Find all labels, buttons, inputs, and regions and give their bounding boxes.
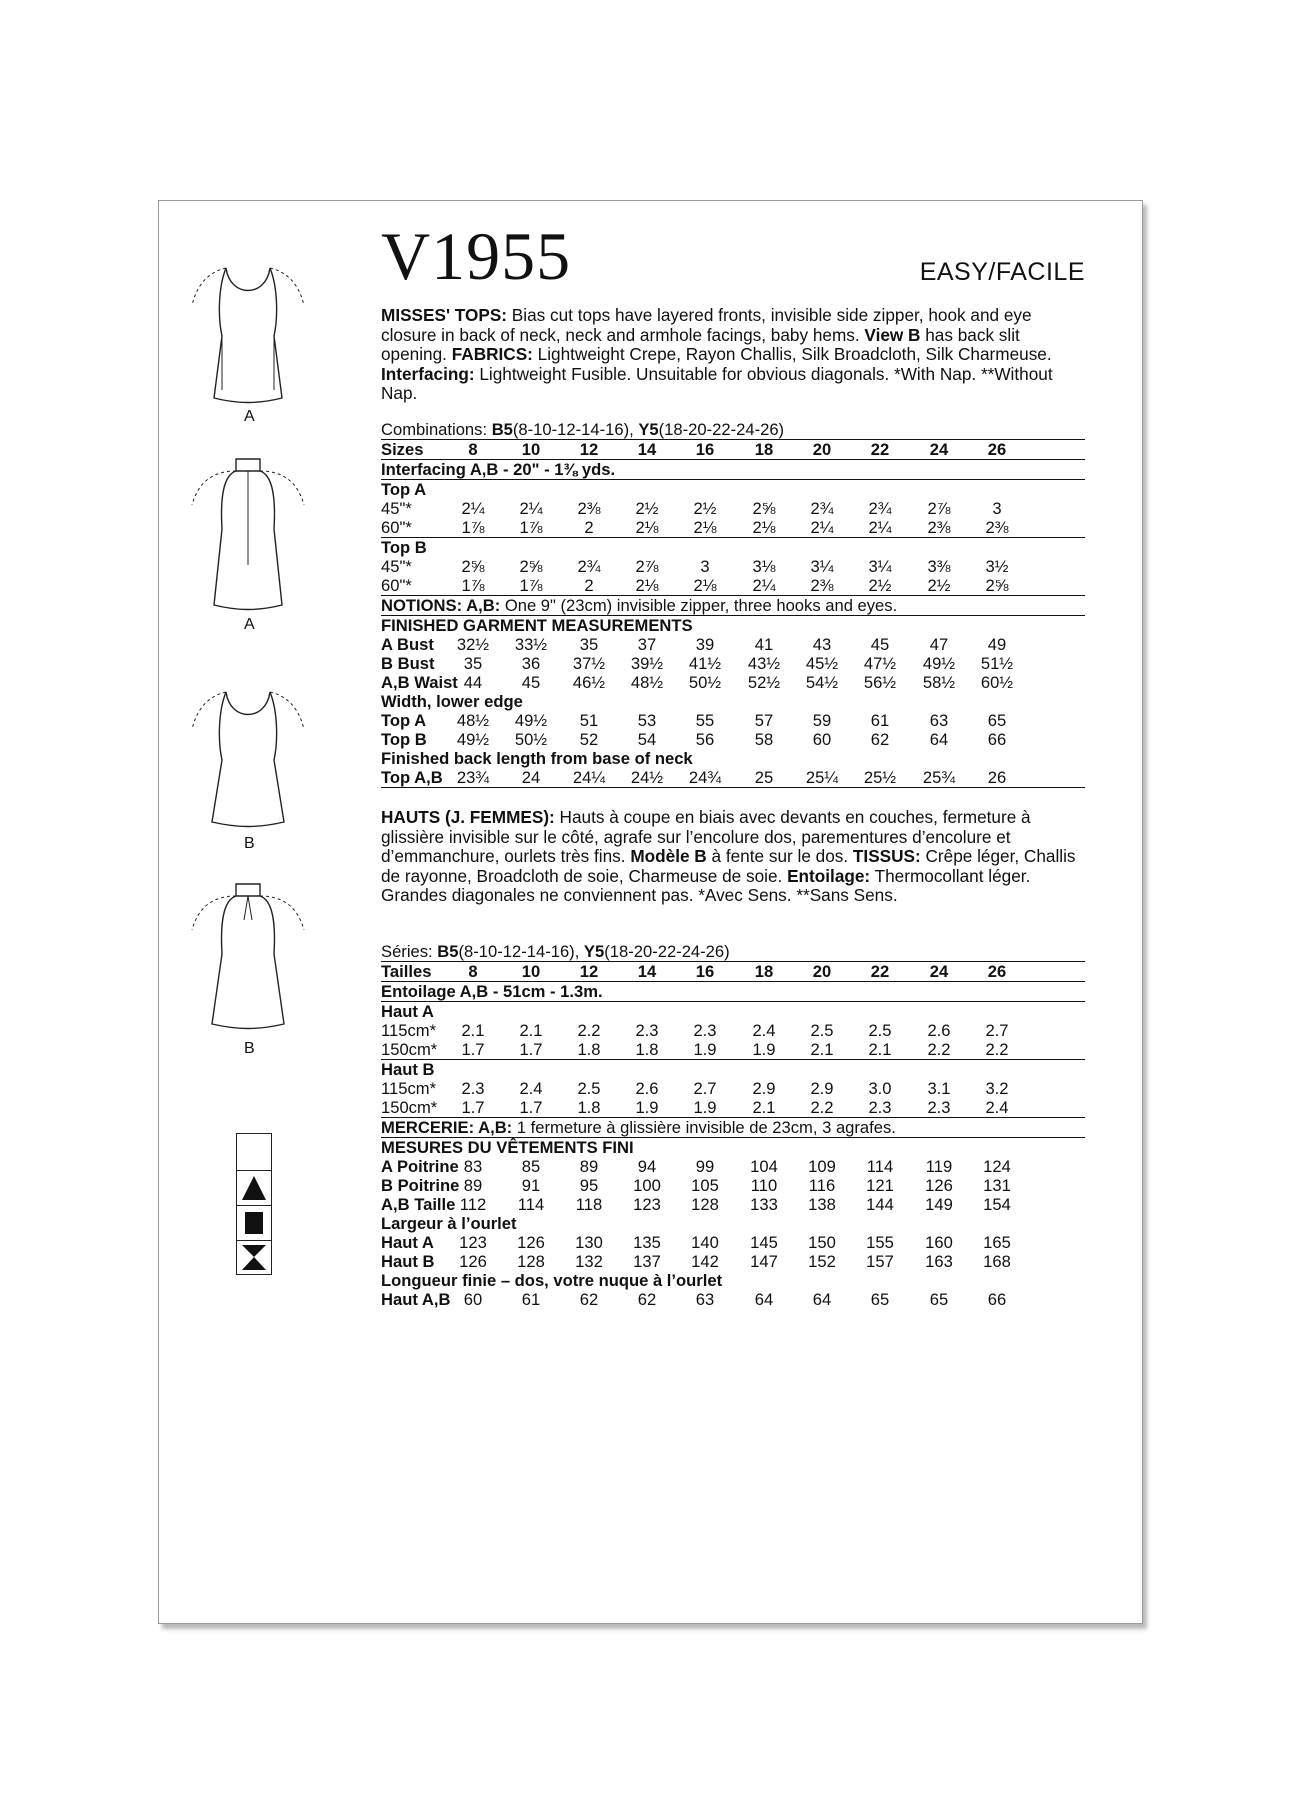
size-value-cell: 121 — [866, 1176, 894, 1195]
size-value-cell: 2½ — [927, 576, 951, 595]
hourglass-icon — [237, 1241, 271, 1274]
size-value-cell: 1.7 — [519, 1098, 543, 1117]
size-value-cell: 1.7 — [461, 1040, 485, 1059]
row-label: A,B Taille — [381, 1195, 456, 1214]
size-value-cell: 10 — [521, 962, 541, 981]
interfacing-row: Entoilage A,B - 51cm - 1.3m. — [381, 982, 603, 1001]
size-value-cell: 1.9 — [693, 1040, 717, 1059]
size-value-cell: 22 — [870, 962, 890, 981]
row-label: A,B Waist — [381, 673, 458, 692]
size-value-cell: 2.5 — [868, 1021, 892, 1040]
size-value-cell: 37½ — [572, 654, 606, 673]
row-label: Haut A,B — [381, 1290, 451, 1309]
size-value-cell: 2½ — [635, 499, 659, 518]
size-value-cell: 1.9 — [752, 1040, 776, 1059]
size-value-cell: 91 — [521, 1176, 541, 1195]
size-value-cell: 25½ — [863, 768, 897, 787]
size-value-cell: 65 — [870, 1290, 890, 1309]
size-value-cell: 47½ — [863, 654, 897, 673]
size-value-cell: 2¼ — [752, 576, 776, 595]
size-value-cell: 49½ — [456, 730, 490, 749]
size-value-cell: 2.1 — [868, 1040, 892, 1059]
size-value-cell: 3¼ — [868, 557, 892, 576]
size-legend-box — [236, 1133, 272, 1275]
size-value-cell: 61 — [521, 1290, 541, 1309]
size-value-cell: 104 — [750, 1157, 778, 1176]
size-value-cell: 131 — [983, 1176, 1011, 1195]
row-label: 150cm* — [381, 1098, 438, 1117]
size-value-cell: 25 — [754, 768, 774, 787]
size-value-cell: 3.2 — [985, 1079, 1009, 1098]
section-title: MESURES DU VÊTEMENTS FINI — [381, 1138, 634, 1157]
size-value-cell: 2⅛ — [693, 518, 717, 537]
size-value-cell: 149 — [925, 1195, 953, 1214]
size-value-cell: 2.2 — [810, 1098, 834, 1117]
size-value-cell: 2 — [584, 576, 594, 595]
top-b-front-sketch — [188, 682, 308, 832]
size-value-cell: 2⅞ — [927, 499, 951, 518]
measurement-row — [381, 518, 1085, 537]
size-value-cell: 168 — [983, 1252, 1011, 1271]
size-value-cell: 2.4 — [752, 1021, 776, 1040]
size-value-cell: 133 — [750, 1195, 778, 1214]
size-value-cell: 128 — [691, 1195, 719, 1214]
size-value-cell: 152 — [808, 1252, 836, 1271]
size-value-cell: 50½ — [514, 730, 548, 749]
combinations-line: Combinations: B5(8-10-12-14-16), Y5(18-20-22-24-26) — [381, 420, 785, 439]
french-description: HAUTS (J. FEMMES): Hauts à coupe en biais avec devants en couches, fermeture à glissière invisible sur le côté, agrafe sur l’encolure dos, parementures d’encolure et d’emmanchure, ourlets très fins. Modèle B à fente sur le dos. TISSUS: Crêpe léger, Challis de rayonne, Broadcloth de soie, Charmeuse de soie. Entoilage: Thermocollant léger. Grandes diagonales ne conviennent pas. *Avec Sens. **Sans Sens. — [381, 807, 1076, 905]
size-value-cell: 45½ — [805, 654, 839, 673]
size-value-cell: 62 — [870, 730, 890, 749]
size-value-cell: 2.5 — [810, 1021, 834, 1040]
measurement-row — [381, 1176, 1085, 1195]
size-value-cell: 65 — [929, 1290, 949, 1309]
size-value-cell: 53 — [637, 711, 657, 730]
row-label: B Bust — [381, 654, 435, 673]
size-value-cell: 35 — [579, 635, 599, 654]
size-value-cell: 33½ — [514, 635, 548, 654]
sketch-label: B — [244, 1040, 255, 1057]
measurement-row — [381, 499, 1085, 518]
measurement-row — [381, 635, 1085, 654]
size-value-cell: 110 — [750, 1176, 778, 1195]
row-label: 115cm* — [381, 1021, 437, 1040]
size-value-cell: 112 — [459, 1195, 487, 1214]
size-value-cell: 26 — [987, 768, 1007, 787]
size-value-cell: 62 — [579, 1290, 599, 1309]
size-value-cell: 116 — [808, 1176, 836, 1195]
size-value-cell: 2½ — [693, 499, 717, 518]
size-value-cell: 39 — [695, 635, 715, 654]
size-value-cell: 32½ — [456, 635, 490, 654]
size-value-cell: 63 — [695, 1290, 715, 1309]
size-value-cell: 2.7 — [985, 1021, 1009, 1040]
measurement-row — [381, 654, 1085, 673]
size-value-cell: 2.9 — [752, 1079, 776, 1098]
size-value-cell: 18 — [754, 440, 774, 459]
size-value-cell: 63 — [929, 711, 949, 730]
size-value-cell: 140 — [691, 1233, 719, 1252]
row-label: 45"* — [381, 499, 412, 518]
size-value-cell: 2.4 — [985, 1098, 1009, 1117]
size-value-cell: 12 — [579, 440, 599, 459]
sketch-label: A — [244, 616, 255, 633]
size-value-cell: 43 — [812, 635, 832, 654]
size-value-cell: 60½ — [980, 673, 1014, 692]
size-value-cell: 51 — [579, 711, 599, 730]
row-label: 115cm* — [381, 1079, 437, 1098]
row-label: 150cm* — [381, 1040, 438, 1059]
size-value-cell: 2⅛ — [635, 518, 659, 537]
size-value-cell: 2.1 — [810, 1040, 834, 1059]
size-value-cell: 105 — [691, 1176, 719, 1195]
measurement-row — [381, 1157, 1085, 1176]
size-value-cell: 26 — [987, 440, 1007, 459]
size-value-cell: 83 — [463, 1157, 483, 1176]
size-value-cell: 35 — [463, 654, 483, 673]
section-title: Longueur finie – dos, votre nuque à l’ourlet — [381, 1271, 723, 1290]
square-icon — [237, 1206, 271, 1241]
size-value-cell: 49 — [987, 635, 1007, 654]
size-value-cell: 47 — [929, 635, 949, 654]
size-value-cell: 1.8 — [577, 1040, 601, 1059]
size-value-cell: 157 — [866, 1252, 894, 1271]
size-value-cell: 135 — [633, 1233, 661, 1252]
size-value-cell: 56 — [695, 730, 715, 749]
size-value-cell: 1⅞ — [461, 518, 485, 537]
size-value-cell: 48½ — [630, 673, 664, 692]
size-value-cell: 24¼ — [572, 768, 606, 787]
size-value-cell: 109 — [808, 1157, 836, 1176]
size-value-cell: 89 — [463, 1176, 483, 1195]
size-value-cell: 16 — [695, 440, 715, 459]
size-value-cell: 2.9 — [810, 1079, 834, 1098]
size-value-cell: 126 — [925, 1176, 953, 1195]
series-line: Séries: B5(8-10-12-14-16), Y5(18-20-22-24-26) — [381, 942, 730, 961]
size-value-cell: 1.9 — [635, 1098, 659, 1117]
view-label: Top B — [381, 538, 427, 557]
measurement-row — [381, 1195, 1085, 1214]
view-label: Haut A — [381, 1002, 434, 1021]
size-value-cell: 64 — [812, 1290, 832, 1309]
size-value-cell: 20 — [812, 440, 832, 459]
notions-row: NOTIONS: A,B: One 9" (23cm) invisible zipper, three hooks and eyes. — [381, 596, 898, 615]
size-value-cell: 123 — [633, 1195, 661, 1214]
measurement-row — [381, 1040, 1085, 1059]
size-value-cell: 118 — [575, 1195, 603, 1214]
size-value-cell: 138 — [808, 1195, 836, 1214]
size-value-cell: 2.2 — [927, 1040, 951, 1059]
size-value-cell: 2¼ — [519, 499, 543, 518]
size-value-cell: 24 — [929, 440, 949, 459]
measurement-row — [381, 576, 1085, 595]
size-value-cell: 144 — [866, 1195, 894, 1214]
size-value-cell: 43½ — [747, 654, 781, 673]
size-value-cell: 39½ — [630, 654, 664, 673]
row-label: 60"* — [381, 576, 412, 595]
size-value-cell: 8 — [468, 962, 478, 981]
size-value-cell: 18 — [754, 962, 774, 981]
size-value-cell: 2.3 — [461, 1079, 485, 1098]
size-value-cell: 60 — [812, 730, 832, 749]
size-value-cell: 95 — [579, 1176, 599, 1195]
size-value-cell: 66 — [987, 730, 1007, 749]
size-value-cell: 2½ — [868, 576, 892, 595]
size-value-cell: 2.3 — [635, 1021, 659, 1040]
size-value-cell: 22 — [870, 440, 890, 459]
view-label: Top A — [381, 480, 427, 499]
size-value-cell: 142 — [691, 1252, 719, 1271]
size-value-cell: 1.8 — [577, 1098, 601, 1117]
size-value-cell: 99 — [695, 1157, 715, 1176]
measurement-row — [381, 1021, 1085, 1040]
size-value-cell: 2.1 — [752, 1098, 776, 1117]
size-value-cell: 2.3 — [868, 1098, 892, 1117]
size-value-cell: 2 — [584, 518, 594, 537]
size-value-cell: 54 — [637, 730, 657, 749]
pattern-number: V1955 — [381, 218, 572, 294]
size-value-cell: 41½ — [688, 654, 722, 673]
size-value-cell: 132 — [575, 1252, 603, 1271]
size-value-cell: 2¼ — [868, 518, 892, 537]
size-value-cell: 2.7 — [693, 1079, 717, 1098]
size-value-cell: 66 — [987, 1290, 1007, 1309]
difficulty-label: EASY/FACILE — [919, 258, 1085, 286]
size-value-cell: 2.2 — [985, 1040, 1009, 1059]
size-value-cell: 2⅛ — [693, 576, 717, 595]
size-value-cell: 20 — [812, 962, 832, 981]
size-value-cell: 128 — [517, 1252, 545, 1271]
size-value-cell: 57 — [754, 711, 774, 730]
size-value-cell: 2⅝ — [519, 557, 543, 576]
size-value-cell: 2.1 — [519, 1021, 543, 1040]
size-value-cell: 2¼ — [810, 518, 834, 537]
size-value-cell: 1.7 — [461, 1098, 485, 1117]
size-value-cell: 2.5 — [577, 1079, 601, 1098]
row-label: Top A,B — [381, 768, 443, 787]
size-value-cell: 1.7 — [519, 1040, 543, 1059]
size-value-cell: 45 — [521, 673, 541, 692]
size-value-cell: 50½ — [688, 673, 722, 692]
triangle-up-icon — [237, 1171, 271, 1206]
size-value-cell: 44 — [463, 673, 483, 692]
size-value-cell: 130 — [575, 1233, 603, 1252]
size-value-cell: 165 — [983, 1233, 1011, 1252]
size-value-cell: 163 — [925, 1252, 953, 1271]
top-b-back-sketch — [188, 880, 308, 1035]
size-value-cell: 2⅛ — [752, 518, 776, 537]
english-description: MISSES' TOPS: Bias cut tops have layered fronts, invisible side zipper, hook and eye closure in back of neck, neck and armhole facings, baby hems. View B has back slit opening. FABRICS: Lightweight Crepe, Rayon Challis, Silk Broadcloth, Silk Charmeuse. Interfacing: Lightweight Fusible. Unsuitable for obvious diagonals. *With Nap. **Without Nap. — [381, 305, 1053, 403]
size-value-cell: 59 — [812, 711, 832, 730]
measurement-row — [381, 1098, 1085, 1117]
size-value-cell: 3 — [992, 499, 1002, 518]
measurement-row — [381, 768, 1085, 787]
size-value-cell: 2¾ — [810, 499, 834, 518]
size-value-cell: 3 — [700, 557, 710, 576]
row-label: Top B — [381, 730, 427, 749]
sizes-header-row: Tailles 8 10 12 14 16 18 20 22 24 26 — [381, 962, 1085, 981]
size-value-cell: 155 — [866, 1233, 894, 1252]
size-value-cell: 3.1 — [927, 1079, 951, 1098]
size-value-cell: 14 — [637, 962, 657, 981]
size-value-cell: 3¼ — [810, 557, 834, 576]
size-value-cell: 124 — [983, 1157, 1011, 1176]
size-value-cell: 58 — [754, 730, 774, 749]
size-value-cell: 1⅞ — [461, 576, 485, 595]
size-value-cell: 2.6 — [927, 1021, 951, 1040]
row-label: A Bust — [381, 635, 434, 654]
top-a-back-sketch — [188, 455, 308, 615]
size-value-cell: 119 — [925, 1157, 953, 1176]
row-label: 60"* — [381, 518, 412, 537]
size-value-cell: 2⅜ — [985, 518, 1009, 537]
size-value-cell: 8 — [468, 440, 478, 459]
size-value-cell: 16 — [695, 962, 715, 981]
measurement-row — [381, 1079, 1085, 1098]
measurement-row — [381, 730, 1085, 749]
size-value-cell: 2⅜ — [810, 576, 834, 595]
top-a-front-sketch — [188, 258, 308, 408]
size-value-cell: 45 — [870, 635, 890, 654]
size-value-cell: 25¾ — [922, 768, 956, 787]
size-value-cell: 60 — [463, 1290, 483, 1309]
size-value-cell: 1⅞ — [519, 576, 543, 595]
size-value-cell: 52½ — [747, 673, 781, 692]
measurement-row — [381, 557, 1085, 576]
size-value-cell: 126 — [459, 1252, 487, 1271]
size-value-cell: 2¼ — [461, 499, 485, 518]
size-value-cell: 64 — [754, 1290, 774, 1309]
size-value-cell: 41 — [754, 635, 774, 654]
size-value-cell: 62 — [637, 1290, 657, 1309]
size-value-cell: 10 — [521, 440, 541, 459]
size-value-cell: 61 — [870, 711, 890, 730]
interfacing-row: Interfacing A,B - 20" - 1⅜ yds. — [381, 460, 616, 479]
size-value-cell: 2⅞ — [635, 557, 659, 576]
english-yardage-table — [381, 420, 1085, 788]
size-value-cell: 114 — [866, 1157, 894, 1176]
size-value-cell: 12 — [579, 962, 599, 981]
size-value-cell: 48½ — [456, 711, 490, 730]
size-value-cell: 14 — [637, 440, 657, 459]
size-value-cell: 2⅝ — [461, 557, 485, 576]
size-value-cell: 2¾ — [868, 499, 892, 518]
size-value-cell: 49½ — [514, 711, 548, 730]
size-value-cell: 36 — [521, 654, 541, 673]
size-value-cell: 54½ — [805, 673, 839, 692]
size-value-cell: 2.3 — [927, 1098, 951, 1117]
size-value-cell: 3½ — [985, 557, 1009, 576]
size-value-cell: 64 — [929, 730, 949, 749]
size-value-cell: 2¾ — [577, 557, 601, 576]
size-value-cell: 25¼ — [805, 768, 839, 787]
size-value-cell: 94 — [637, 1157, 657, 1176]
size-value-cell: 154 — [983, 1195, 1011, 1214]
sketch-label: B — [244, 835, 255, 852]
size-value-cell: 1.9 — [693, 1098, 717, 1117]
mercerie-row: MERCERIE: A,B: 1 fermeture à glissière invisible de 23cm, 3 agrafes. — [381, 1118, 896, 1137]
size-value-cell: 160 — [925, 1233, 953, 1252]
sizes-header-row: Sizes 8 10 12 14 16 18 20 22 24 26 — [381, 440, 1085, 459]
row-label: B Poitrine — [381, 1176, 460, 1195]
size-value-cell: 137 — [633, 1252, 661, 1271]
sketch-label: A — [244, 408, 255, 425]
size-value-cell: 3⅜ — [927, 557, 951, 576]
row-label: Top A — [381, 711, 427, 730]
size-value-cell: 147 — [750, 1252, 778, 1271]
measurement-row — [381, 673, 1085, 692]
size-value-cell: 24 — [929, 962, 949, 981]
row-label: A Poitrine — [381, 1157, 459, 1176]
size-value-cell: 26 — [987, 962, 1007, 981]
size-value-cell: 51½ — [980, 654, 1014, 673]
size-value-cell: 2⅝ — [752, 499, 776, 518]
size-value-cell: 1.8 — [635, 1040, 659, 1059]
size-value-cell: 56½ — [863, 673, 897, 692]
size-value-cell: 85 — [521, 1157, 541, 1176]
row-label: 45"* — [381, 557, 412, 576]
size-value-cell: 114 — [517, 1195, 545, 1214]
size-value-cell: 100 — [633, 1176, 661, 1195]
measurement-row — [381, 1290, 1085, 1309]
size-value-cell: 123 — [459, 1233, 487, 1252]
size-value-cell: 3.0 — [868, 1079, 892, 1098]
size-value-cell: 58½ — [922, 673, 956, 692]
french-yardage-table — [381, 942, 1085, 1309]
size-value-cell: 37 — [637, 635, 657, 654]
section-title: Largeur à l’ourlet — [381, 1214, 517, 1233]
size-value-cell: 55 — [695, 711, 715, 730]
size-value-cell: 24¾ — [688, 768, 722, 787]
measurement-row — [381, 1252, 1085, 1271]
size-value-cell: 24½ — [630, 768, 664, 787]
size-value-cell: 2.6 — [635, 1079, 659, 1098]
row-label: Haut A — [381, 1233, 434, 1252]
size-value-cell: 2⅛ — [635, 576, 659, 595]
size-value-cell: 2⅜ — [927, 518, 951, 537]
size-value-cell: 46½ — [572, 673, 606, 692]
size-value-cell: 2.3 — [693, 1021, 717, 1040]
row-label: Haut B — [381, 1252, 435, 1271]
size-value-cell: 24 — [521, 768, 541, 787]
size-value-cell: 3⅛ — [752, 557, 776, 576]
measurement-row — [381, 711, 1085, 730]
section-title: Width, lower edge — [381, 692, 523, 711]
size-value-cell: 2⅝ — [985, 576, 1009, 595]
section-title: FINISHED GARMENT MEASUREMENTS — [381, 616, 693, 635]
size-value-cell: 65 — [987, 711, 1007, 730]
view-label: Haut B — [381, 1060, 435, 1079]
size-value-cell: 2⅜ — [577, 499, 601, 518]
size-value-cell: 126 — [517, 1233, 545, 1252]
size-value-cell: 52 — [579, 730, 599, 749]
size-value-cell: 150 — [808, 1233, 836, 1252]
size-value-cell: 2.2 — [577, 1021, 601, 1040]
size-value-cell: 23¾ — [456, 768, 490, 787]
size-value-cell: 2.1 — [461, 1021, 485, 1040]
size-value-cell: 89 — [579, 1157, 599, 1176]
size-value-cell: 145 — [750, 1233, 778, 1252]
size-value-cell: 1⅞ — [519, 518, 543, 537]
size-value-cell: 2.4 — [519, 1079, 543, 1098]
section-title: Finished back length from base of neck — [381, 749, 693, 768]
size-value-cell: 49½ — [922, 654, 956, 673]
measurement-row — [381, 1233, 1085, 1252]
